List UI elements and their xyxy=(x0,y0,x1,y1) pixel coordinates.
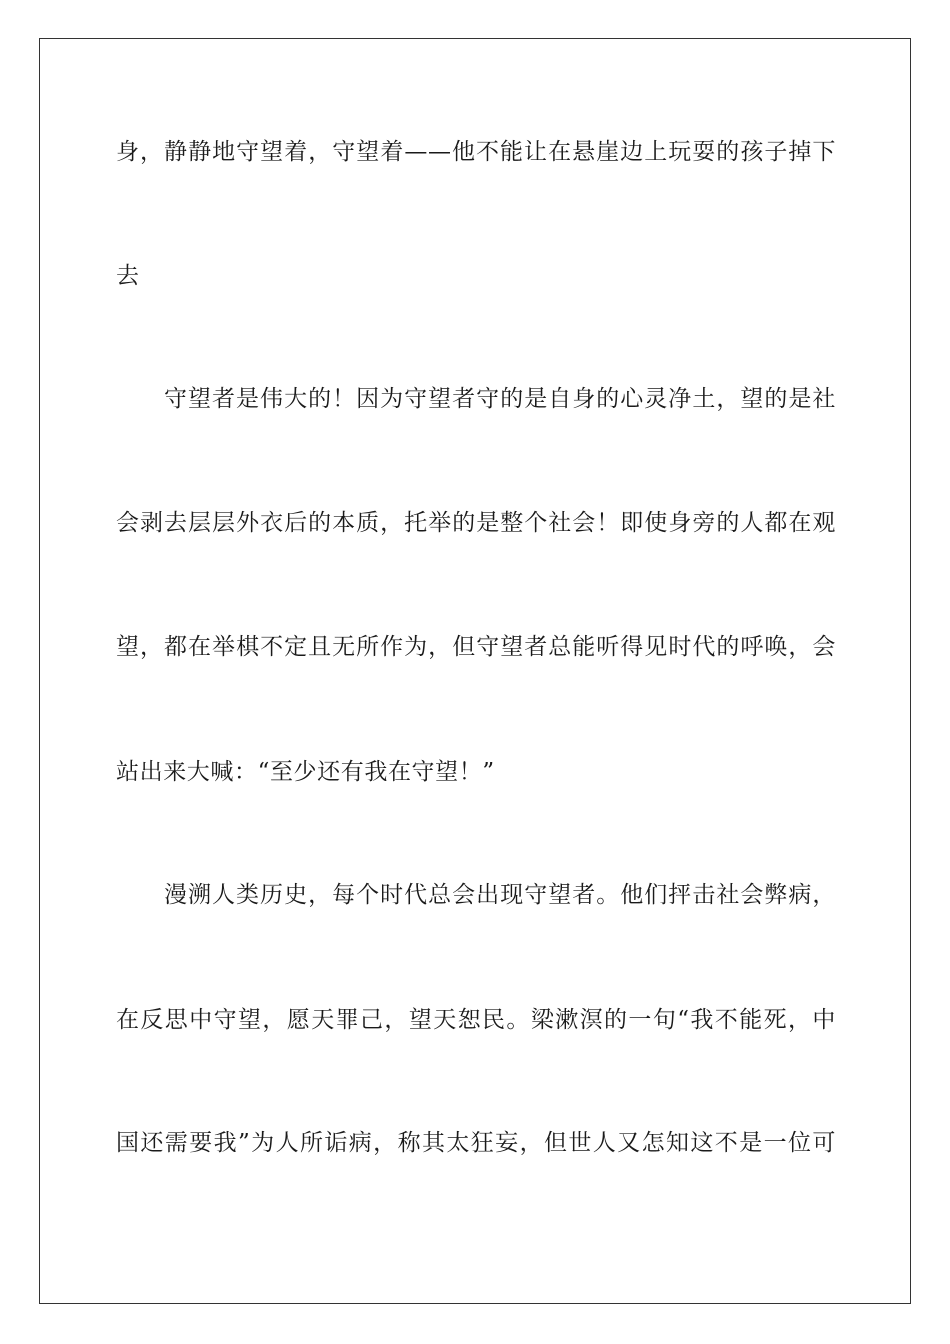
text-line-1: 身，静静地守望着，守望着——他不能让在悬崖边上玩耍的孩子掉下 xyxy=(116,139,836,165)
page-border xyxy=(39,38,911,1304)
paragraph-2-line-1: 守望者是伟大的！因为守望者守的是自身的心灵净土，望的是社 xyxy=(164,386,836,412)
paragraph-2-line-4: 站出来大喊：“至少还有我在守望！” xyxy=(116,759,495,785)
paragraph-3-line-3: 国还需要我”为人所诟病，称其太狂妄，但世人又怎知这不是一位可 xyxy=(116,1130,836,1156)
paragraph-3-line-2: 在反思中守望，愿天罪己，望天恕民。梁漱溟的一句“我不能死，中 xyxy=(116,1007,836,1033)
paragraph-3-line-1: 漫溯人类历史，每个时代总会出现守望者。他们抨击社会弊病， xyxy=(164,882,836,908)
paragraph-2-line-2: 会剥去层层外衣后的本质，托举的是整个社会！即使身旁的人都在观 xyxy=(116,510,836,536)
text-line-2: 去 xyxy=(116,263,140,289)
paragraph-2-line-3: 望，都在举棋不定且无所作为，但守望者总能听得见时代的呼唤，会 xyxy=(116,634,836,660)
